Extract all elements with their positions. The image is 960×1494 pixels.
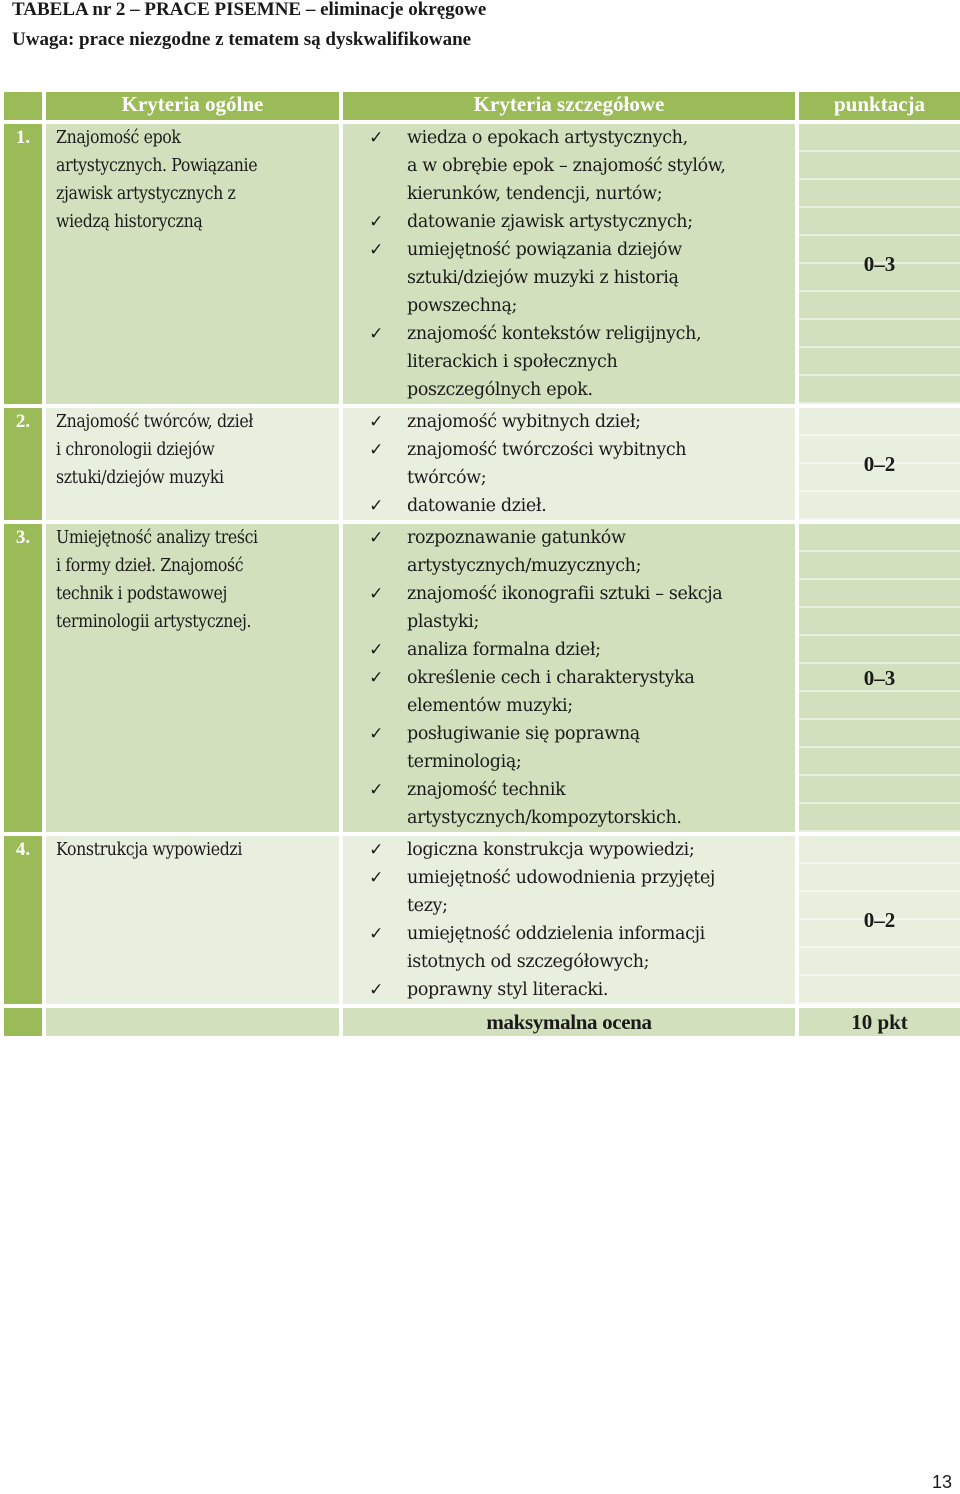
general-criterion-line: Konstrukcja wypowiedzi <box>56 840 243 860</box>
list-item <box>343 408 795 436</box>
detailed-criteria <box>343 408 795 520</box>
general-criterion-line: Znajomość epok <box>56 128 181 148</box>
checkmark-icon: ✓ <box>369 640 383 660</box>
header-detailed-criteria: Kryteria szczegółowe <box>343 92 795 120</box>
general-criterion-line: i formy dzieł. Znajomość <box>56 556 244 576</box>
checkmark-icon: ✓ <box>369 440 383 460</box>
table-row <box>4 408 960 520</box>
criteria-table <box>0 88 960 1040</box>
table-header-row <box>4 92 960 120</box>
detailed-criteria <box>343 524 795 832</box>
criterion-line: wiedza o epokach artystycznych, <box>407 128 688 148</box>
criterion-line: znajomość wybitnych dzieł; <box>407 412 641 432</box>
criterion-text <box>407 636 795 664</box>
criterion-line: datowanie dzieł. <box>407 496 547 516</box>
criterion-line: znajomość kontekstów religijnych, <box>407 324 702 344</box>
general-criterion <box>46 524 339 832</box>
criterion-text <box>407 920 795 976</box>
list-item <box>343 492 795 520</box>
general-criterion-line: i chronologii dziejów <box>56 440 215 460</box>
criterion-text <box>407 976 795 1004</box>
checkmark-icon: ✓ <box>369 724 383 744</box>
list-item <box>343 436 795 492</box>
criterion-text <box>407 720 795 776</box>
criterion-line: umiejętność powiązania dziejów <box>407 240 682 260</box>
list-item <box>343 124 795 208</box>
criterion-line: datowanie zjawisk artystycznych; <box>407 212 693 232</box>
criterion-line: rozpoznawanie gatunków <box>407 528 626 548</box>
list-item <box>343 720 795 776</box>
checkmark-icon: ✓ <box>369 528 383 548</box>
row-number: 3. <box>4 524 42 832</box>
page-number: 13 <box>931 1472 952 1492</box>
criterion-line: logiczna konstrukcja wypowiedzi; <box>407 840 695 860</box>
list-item <box>343 636 795 664</box>
general-criterion <box>46 836 339 1004</box>
max-score-value: 10 pkt <box>799 1008 960 1036</box>
general-criterion-line: sztuki/dziejów muzyki <box>56 468 224 488</box>
checkmark-icon: ✓ <box>369 496 383 516</box>
criterion-text <box>407 436 795 492</box>
criterion-text <box>407 408 795 436</box>
criterion-text <box>407 124 795 208</box>
criterion-line: umiejętność udowodnienia przyjętej <box>407 868 715 888</box>
criterion-line: znajomość ikonografii sztuki – sekcja <box>407 584 723 604</box>
criteria-table-body <box>4 92 960 1004</box>
checkmark-icon: ✓ <box>369 128 383 148</box>
criterion-line: umiejętność oddzielenia informacji <box>407 924 705 944</box>
general-criterion-line: Znajomość twórców, dzieł <box>56 412 254 432</box>
list-item <box>343 920 795 976</box>
general-criterion-line: artystycznych. Powiązanie <box>56 156 258 176</box>
checkmark-icon: ✓ <box>369 324 383 344</box>
criterion-line: a w obrębie epok – znajomość stylów, <box>407 156 726 176</box>
general-criterion-line: zjawisk artystycznych z <box>56 184 236 204</box>
list-item <box>343 524 795 580</box>
checkmark-icon: ✓ <box>369 412 383 432</box>
footer-empty-cell <box>46 1008 339 1036</box>
checkmark-icon: ✓ <box>369 212 383 232</box>
checkmark-icon: ✓ <box>369 668 383 688</box>
list-item <box>343 236 795 320</box>
criterion-line: poprawny styl literacki. <box>407 980 609 1000</box>
criterion-line: tezy; <box>407 896 448 916</box>
checkmark-icon: ✓ <box>369 240 383 260</box>
footer-number-cell <box>4 1008 42 1036</box>
list-item <box>343 776 795 832</box>
max-score-label: maksymalna ocena <box>343 1008 795 1036</box>
criterion-line: terminologią; <box>407 752 522 772</box>
detailed-criteria <box>343 836 795 1004</box>
checkmark-icon: ✓ <box>369 584 383 604</box>
criterion-text <box>407 864 795 920</box>
row-number: 1. <box>4 124 42 404</box>
list-item <box>343 208 795 236</box>
checkmark-icon: ✓ <box>369 980 383 1000</box>
list-item <box>343 976 795 1004</box>
detailed-criteria <box>343 124 795 404</box>
row-number: 4. <box>4 836 42 1004</box>
criterion-text <box>407 320 795 404</box>
criterion-line: elementów muzyki; <box>407 696 573 716</box>
header-number <box>4 92 42 120</box>
points-range: 0–3 <box>799 124 960 404</box>
criterion-line: posługiwanie się poprawną <box>407 724 640 744</box>
criterion-line: poszczególnych epok. <box>407 380 593 400</box>
criterion-line: określenie cech i charakterystyka <box>407 668 695 688</box>
document-note: Uwaga: prace niezgodne z tematem są dyskwalifikowane <box>12 29 472 50</box>
criterion-line: kierunków, tendencji, nurtów; <box>407 184 663 204</box>
checkmark-icon: ✓ <box>369 868 383 888</box>
points-range: 0–2 <box>799 408 960 520</box>
list-item <box>343 580 795 636</box>
criterion-line: znajomość twórczości wybitnych <box>407 440 687 460</box>
checkmark-icon: ✓ <box>369 840 383 860</box>
criterion-text <box>407 492 795 520</box>
table-row <box>4 124 960 404</box>
criterion-line: artystycznych/kompozytorskich. <box>407 808 682 828</box>
header-general-criteria: Kryteria ogólne <box>46 92 339 120</box>
list-item <box>343 836 795 864</box>
criterion-line: literackich i społecznych <box>407 352 618 372</box>
criterion-line: sztuki/dziejów muzyki z historią <box>407 268 679 288</box>
list-item <box>343 664 795 720</box>
table-footer-row <box>4 1008 960 1036</box>
criterion-line: istotnych od szczegółowych; <box>407 952 650 972</box>
document-title: TABELA nr 2 – PRACE PISEMNE – eliminacje okręgowe <box>12 0 487 20</box>
criterion-line: powszechną; <box>407 296 518 316</box>
general-criterion <box>46 408 339 520</box>
criterion-line: znajomość technik <box>407 780 566 800</box>
points-range: 0–3 <box>799 524 960 832</box>
checkmark-icon: ✓ <box>369 924 383 944</box>
general-criterion <box>46 124 339 404</box>
general-criterion-line: technik i podstawowej <box>56 584 228 604</box>
list-item <box>343 320 795 404</box>
criterion-text <box>407 236 795 320</box>
criterion-text <box>407 776 795 832</box>
table-row <box>4 836 960 1004</box>
general-criterion-line: wiedzą historyczną <box>56 212 203 232</box>
table-row <box>4 524 960 832</box>
criterion-text <box>407 580 795 636</box>
general-criterion-line: terminologii artystycznej. <box>56 612 252 632</box>
criterion-text <box>407 664 795 720</box>
row-number: 2. <box>4 408 42 520</box>
criterion-text <box>407 524 795 580</box>
criterion-text <box>407 836 795 864</box>
general-criterion-line: Umiejętność analizy treści <box>56 528 258 548</box>
checkmark-icon: ✓ <box>369 780 383 800</box>
header-points: punktacja <box>799 92 960 120</box>
criterion-line: artystycznych/muzycznych; <box>407 556 642 576</box>
criterion-line: analiza formalna dzieł; <box>407 640 601 660</box>
points-range: 0–2 <box>799 836 960 1004</box>
criterion-text <box>407 208 795 236</box>
criterion-line: twórców; <box>407 468 487 488</box>
list-item <box>343 864 795 920</box>
criterion-line: plastyki; <box>407 612 480 632</box>
